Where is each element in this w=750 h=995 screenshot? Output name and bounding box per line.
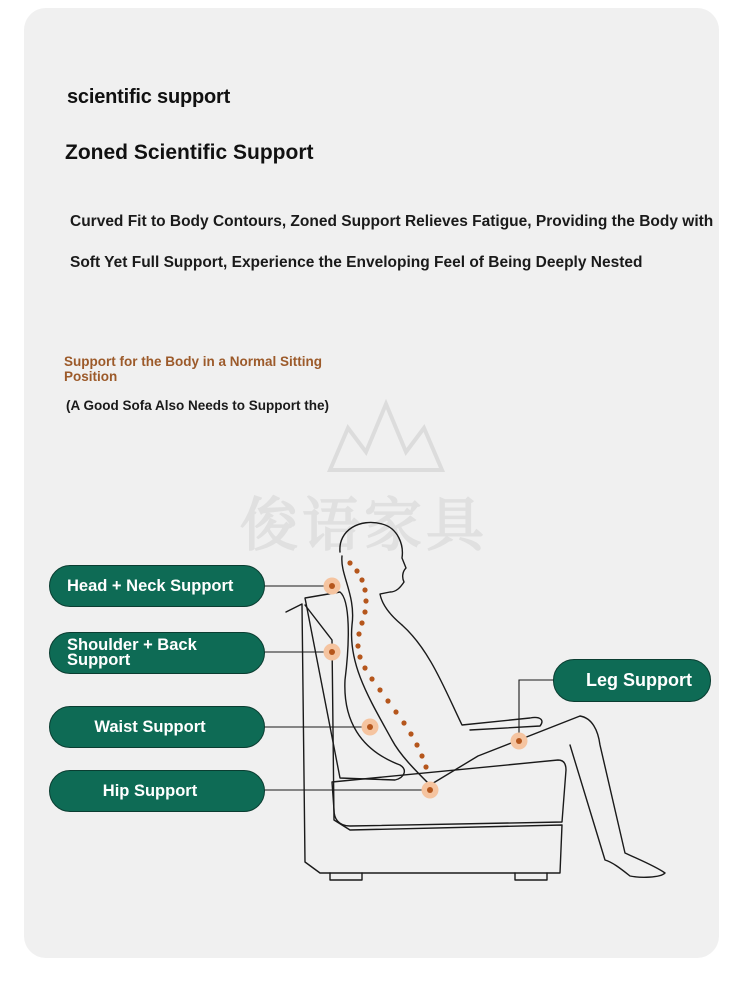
shoulder-back-support-text: Shoulder + Back Support <box>67 636 197 669</box>
person-back <box>342 556 430 785</box>
person-head <box>340 522 406 625</box>
person-leg <box>430 716 665 877</box>
sofa-seat-cushion <box>332 760 566 826</box>
description-line-2: Soft Yet Full Support, Experience the Enveloping Feel of Being Deeply Nested <box>70 254 643 271</box>
head-neck-support-text: Head + Neck Support <box>67 576 234 595</box>
sofa-foot-left <box>330 873 362 880</box>
leg-support-label <box>553 659 711 702</box>
waist-support-text: Waist Support <box>94 717 206 736</box>
hip-support-label <box>49 770 265 812</box>
waist-support-label <box>49 706 265 748</box>
subheading: Support for the Body in a Normal Sitting Position <box>64 354 322 384</box>
sofa-back-cushion <box>305 592 404 780</box>
leg-support-text: Leg Support <box>586 670 692 690</box>
description-line-1: Curved Fit to Body Contours, Zoned Support Relieves Fatigue, Providing the Body with <box>70 213 714 230</box>
note-text: (A Good Sofa Also Needs to Support the) <box>66 398 329 413</box>
hip-support-text: Hip Support <box>102 781 198 800</box>
section-title: Zoned Scientific Support <box>65 141 314 164</box>
shoulder-back-support-label <box>49 632 265 674</box>
person-torso <box>402 625 542 730</box>
head-neck-support-label <box>49 565 265 607</box>
eyebrow-text: scientific support <box>67 86 231 108</box>
watermark-text: 俊语家具 <box>240 491 489 559</box>
sofa-foot-right <box>515 873 547 880</box>
